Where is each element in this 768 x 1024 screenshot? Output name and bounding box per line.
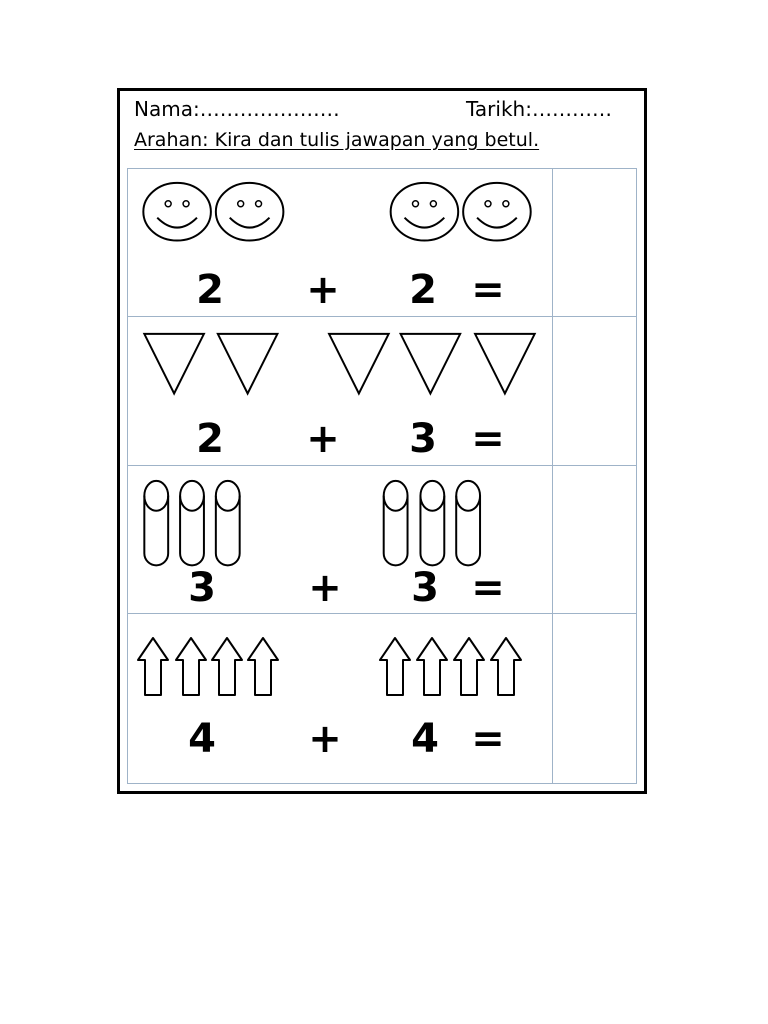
- arrow-up-icon: [454, 638, 484, 695]
- triangle-icon: [475, 334, 535, 394]
- plus-sign: +: [308, 716, 342, 762]
- operand-a: 2: [196, 267, 224, 313]
- cylinder-icon: [180, 481, 204, 565]
- arrow-up-icon: [491, 638, 521, 695]
- cylinder-icon: [456, 481, 480, 565]
- instruction-text: Arahan: Kira dan tulis jawapan yang betul.: [134, 129, 540, 151]
- smiley-icon: [143, 183, 211, 241]
- plus-sign: +: [308, 565, 342, 611]
- answer-box[interactable]: [552, 317, 636, 465]
- arrow-up-icon: [212, 638, 242, 695]
- cylinder-icon: [144, 481, 168, 565]
- operand-a: 2: [196, 416, 224, 462]
- plus-sign: +: [306, 416, 340, 462]
- operand-b: 4: [411, 716, 439, 762]
- arrow-up-icon: [417, 638, 447, 695]
- cylinder-icon: [216, 481, 240, 565]
- header-line: [134, 94, 630, 124]
- answer-box[interactable]: [552, 169, 636, 316]
- equals-sign: =: [471, 716, 505, 762]
- triangle-icon: [401, 334, 461, 394]
- arrow-up-icon: [176, 638, 206, 695]
- triangle-icon: [144, 334, 204, 394]
- smiley-icon: [463, 183, 531, 241]
- equals-sign: =: [471, 267, 505, 313]
- triangle-icon: [218, 334, 278, 394]
- smiley-icon: [391, 183, 459, 241]
- operand-b: 3: [411, 565, 439, 611]
- operand-b: 2: [409, 267, 437, 313]
- answer-box[interactable]: [552, 614, 636, 783]
- arrow-up-icon: [380, 638, 410, 695]
- operand-b: 3: [409, 416, 437, 462]
- worksheet: [117, 88, 647, 794]
- exercise-table: [127, 168, 637, 784]
- exercise-row-2: [128, 317, 636, 466]
- cylinder-icon: [420, 481, 444, 565]
- smiley-icon: [216, 183, 284, 241]
- equals-sign: =: [471, 565, 505, 611]
- name-field-label[interactable]: Nama:…………………: [134, 97, 340, 121]
- cylinder-icon: [384, 481, 408, 565]
- triangle-icon: [329, 334, 389, 394]
- exercise-row-4: [128, 614, 636, 783]
- date-field-label[interactable]: Tarikh:…………: [466, 97, 612, 121]
- equals-sign: =: [471, 416, 505, 462]
- arrow-up-icon: [138, 638, 168, 695]
- operand-a: 4: [188, 716, 216, 762]
- answer-box[interactable]: [552, 466, 636, 613]
- operand-a: 3: [188, 565, 216, 611]
- plus-sign: +: [306, 267, 340, 313]
- arrow-up-icon: [248, 638, 278, 695]
- exercise-row-3: [128, 466, 636, 614]
- exercise-row-1: [128, 169, 636, 317]
